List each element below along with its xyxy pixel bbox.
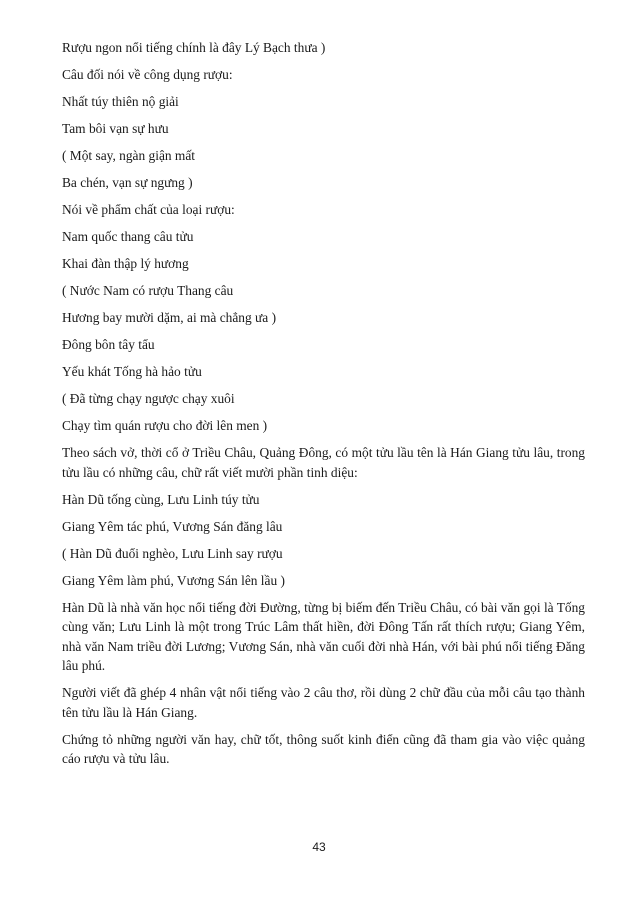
text-line: ( Một say, ngàn giận mất [62,148,196,163]
text-line: Câu đối nói về công dụng rượu: [62,67,233,82]
text-line: Nhất túy thiên nộ giải [62,94,179,109]
paragraph: Chứng tỏ những người văn hay, chữ tốt, thông suốt kinh điển cũng đã tham gia vào việc quảng cáo rượu và tửu lâu. [62,731,585,766]
text-line: Chạy tìm quán rượu cho đời lên men ) [62,418,268,433]
text-line: Đông bôn tây tẩu [62,337,155,352]
page-content [62,38,585,776]
text-line: Hương bay mười dặm, ai mà chẳng ưa ) [62,310,277,325]
text-line: Ba chén, vạn sự ngưng ) [62,175,193,190]
text-line: Rượu ngon nổi tiếng chính là đây Lý Bạch thưa ) [62,40,326,55]
paragraph: Hàn Dũ là nhà văn học nổi tiếng đời Đường, từng bị biếm đến Triều Châu, có bài văn gọi là Tống cùng văn; Lưu Linh là một trong Trúc Lâm thất hiền, đời Đông Tấn rất thích rượu; Giang Yêm, nhà văn Nam triều đời Lương; Vương Sán, nhà văn cuối đời nhà Hán, với bài phú nổi tiếng Đăng lâu phú. [62,599,585,673]
page-number: 43 [312,840,326,854]
text-line: ( Đã từng chạy ngược chạy xuôi [62,391,235,406]
text-line: Tam bôi vạn sự hưu [62,121,169,136]
paragraph: Người viết đã ghép 4 nhân vật nổi tiếng vào 2 câu thơ, rồi dùng 2 chữ đầu của mỗi câu tạo thành tên tửu lầu là Hán Giang. [62,685,585,720]
text-line: Nam quốc thang câu tửu [62,229,194,244]
text-line: Nói về phẩm chất của loại rượu: [62,202,235,217]
text-line: Giang Yêm làm phú, Vương Sán lên lầu ) [62,572,285,588]
text-line: ( Nước Nam có rượu Thang câu [62,283,234,298]
text-line: Khai đàn thập lý hương [62,256,189,271]
text-line: ( Hàn Dũ đuổi nghèo, Lưu Linh say rượu [62,545,283,561]
text-line: Hàn Dũ tống cùng, Lưu Linh túy tửu [62,491,260,507]
text-line: Giang Yêm tác phú, Vương Sán đăng lâu [62,518,283,534]
paragraph: Theo sách vở, thời cổ ở Triều Châu, Quảng Đông, có một tửu lầu tên là Hán Giang tửu lâu, trong tửu lầu có những câu, chữ rất viết mười phần tinh diệu: [62,445,585,480]
text-line: Yếu khát Tống hà hảo tửu [62,364,202,379]
